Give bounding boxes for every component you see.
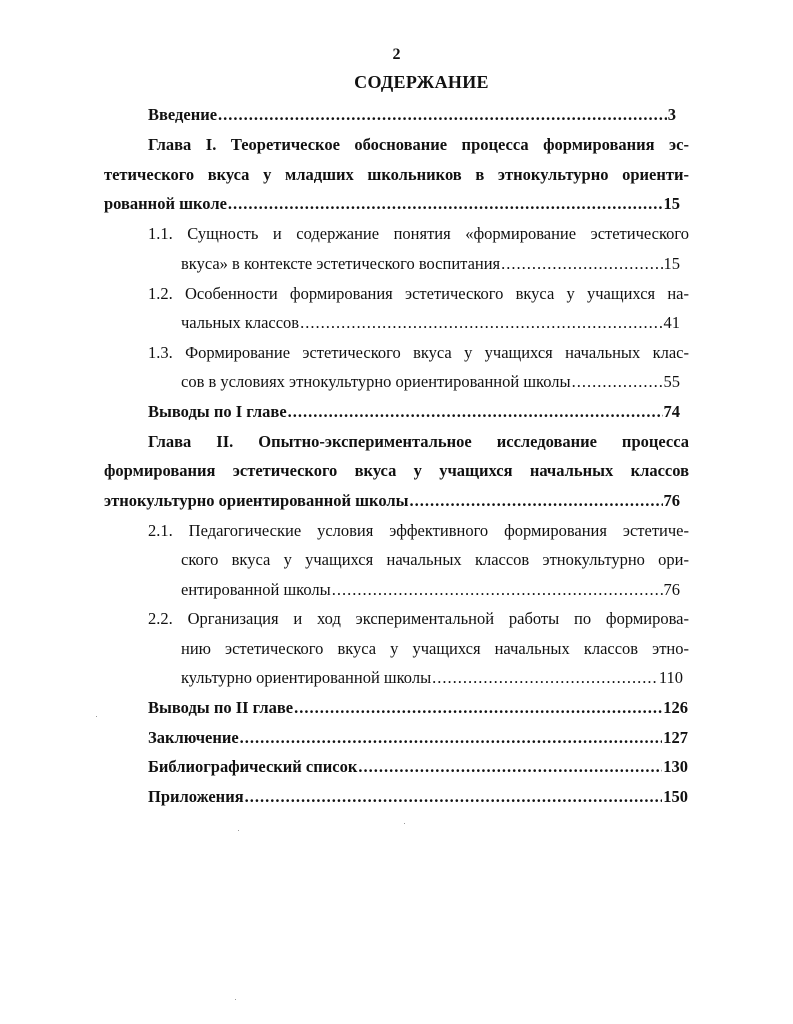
toc-page-number: 74 [663, 402, 680, 421]
toc-entry-section-1-2-line-1: 1.2. Особенности формирования эстетического вкуса у учащихся на- [148, 284, 689, 303]
toc-page-number: 126 [663, 698, 688, 717]
leader-dots [332, 578, 663, 602]
toc-entry-section-1-3-line-2 [181, 370, 680, 394]
scan-speck [238, 830, 239, 831]
toc-entry-chapter-2-line-2: формирования эстетического вкуса у учащихся начальных классов [104, 461, 689, 480]
toc-entry-conclusions-1 [148, 400, 680, 424]
toc-page-number: 15 [663, 194, 680, 213]
toc-entry-section-2-2-line-2: нию эстетического вкуса у учащихся начальных классов этно- [181, 639, 689, 658]
toc-entry-section-2-1-line-3 [181, 578, 680, 602]
leader-dots [300, 311, 662, 335]
leader-dots [501, 252, 662, 276]
toc-entry-chapter-2-line-3 [104, 489, 680, 513]
toc-entry-title: культурно ориентированной школы [181, 668, 432, 687]
toc-entry-title: чальных классов [181, 313, 300, 332]
page-title: СОДЕРЖАНИЕ [354, 72, 489, 92]
toc-entry-title: Выводы по II главе [148, 698, 294, 717]
toc-entry-title: сов в условиях этнокультурно ориентированной школы [181, 372, 571, 391]
toc-entry-conclusions-2 [148, 696, 688, 720]
leader-dots [288, 400, 663, 424]
leader-dots [228, 192, 663, 216]
toc-entry-section-2-2-line-1: 2.2. Организация и ход экспериментальной работы по формирова- [148, 609, 689, 628]
toc-entry-section-2-2-line-3 [181, 666, 683, 690]
toc-entry-title: Введение [148, 105, 218, 124]
toc-entry-title: Выводы по I главе [148, 402, 287, 421]
toc-entry-conclusion [148, 726, 688, 750]
toc-entry-title: Библиографический список [148, 757, 358, 776]
toc-entry-title: этнокультурно ориентированной школы [104, 491, 409, 510]
toc-entry-chapter-1-line-2: тетического вкуса у младших школьников в этнокультурно ориенти- [104, 165, 689, 184]
page-number: 2 [392, 46, 401, 63]
toc-entry-chapter-1-line-3 [104, 192, 680, 216]
toc-page-number: 76 [663, 491, 680, 510]
toc-entry-section-2-1-line-2: ского вкуса у учащихся начальных классов этнокультурно ори- [181, 550, 689, 569]
leader-dots [218, 103, 667, 127]
scan-speck [404, 823, 405, 824]
leader-dots [294, 696, 662, 720]
toc-entry-chapter-2-line-1: Глава II. Опытно-экспериментальное исследование процесса [148, 432, 689, 451]
toc-page-number: 3 [667, 105, 676, 124]
toc-page-number: 15 [663, 254, 680, 273]
toc-entry-section-1-3-line-1: 1.3. Формирование эстетического вкуса у учащихся начальных клас- [148, 343, 689, 362]
toc-entry-section-1-2-line-2 [181, 311, 680, 335]
toc-page-number: 76 [663, 580, 680, 599]
toc-entry-title: Приложения [148, 787, 244, 806]
leader-dots [410, 489, 663, 513]
toc-entry-bibliography [148, 755, 688, 779]
toc-entry-intro [148, 103, 676, 127]
leader-dots [432, 666, 658, 690]
toc-entry-chapter-1-line-1: Глава I. Теоретическое обоснование процесса формирования эс- [148, 135, 689, 154]
toc-page-number: 150 [663, 787, 688, 806]
toc-entry-title: ентированной школы [181, 580, 331, 599]
leader-dots [358, 755, 662, 779]
toc-entry-title: вкуса» в контексте эстетического воспитания [181, 254, 501, 273]
toc-page-number: 130 [663, 757, 688, 776]
toc-entry-appendix [148, 785, 688, 809]
leader-dots [240, 726, 663, 750]
toc-entry-title: Заключение [148, 728, 239, 747]
toc-entry-section-2-1-line-1: 2.1. Педагогические условия эффективного формирования эстетиче- [148, 521, 689, 540]
leader-dots [245, 785, 663, 809]
toc-page-number: 55 [663, 372, 680, 391]
leader-dots [572, 370, 663, 394]
toc-page-number: 41 [663, 313, 680, 332]
toc-entry-section-1-1-line-2 [181, 252, 680, 276]
toc-entry-title: рованной школе [104, 194, 227, 213]
toc-page-number: 110 [658, 668, 683, 687]
scan-speck [96, 716, 97, 717]
toc-page-number: 127 [663, 728, 688, 747]
toc-entry-section-1-1-line-1: 1.1. Сущность и содержание понятия «формирование эстетического [148, 224, 689, 243]
scan-speck [235, 999, 236, 1000]
